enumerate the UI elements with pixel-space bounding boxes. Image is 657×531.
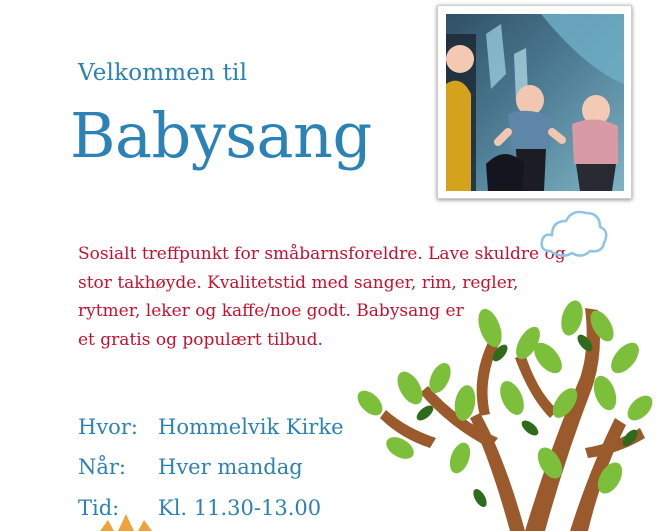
time-label: Tid: [78, 496, 120, 520]
time-value: Kl. 11.30-13.00 [158, 496, 322, 520]
cloud-icon [538, 205, 610, 261]
tree-illustration [340, 298, 657, 531]
photo-frame [437, 5, 632, 199]
sun-icon [96, 512, 156, 531]
description-line: stor takhøyde. Kvalitetstid med sanger, rim, regler, [78, 272, 519, 293]
description-line: Sosialt treffpunkt for småbarnsforeldre. Lave skuldre og [78, 244, 566, 264]
page-title: Babysang [70, 99, 372, 172]
when-value: Hver mandag [158, 455, 303, 479]
description-line: rytmer, leker og kaffe/noe godt. Babysang er [78, 301, 464, 321]
subtitle: Velkommen til [78, 60, 248, 86]
babies-photo [446, 14, 624, 191]
where-value: Hommelvik Kirke [158, 415, 344, 439]
info-where [78, 415, 344, 439]
info-when [78, 455, 303, 479]
where-label: Hvor: [78, 415, 138, 439]
description-line: et gratis og populært tilbud. [78, 329, 323, 350]
when-label: Når: [78, 455, 127, 479]
